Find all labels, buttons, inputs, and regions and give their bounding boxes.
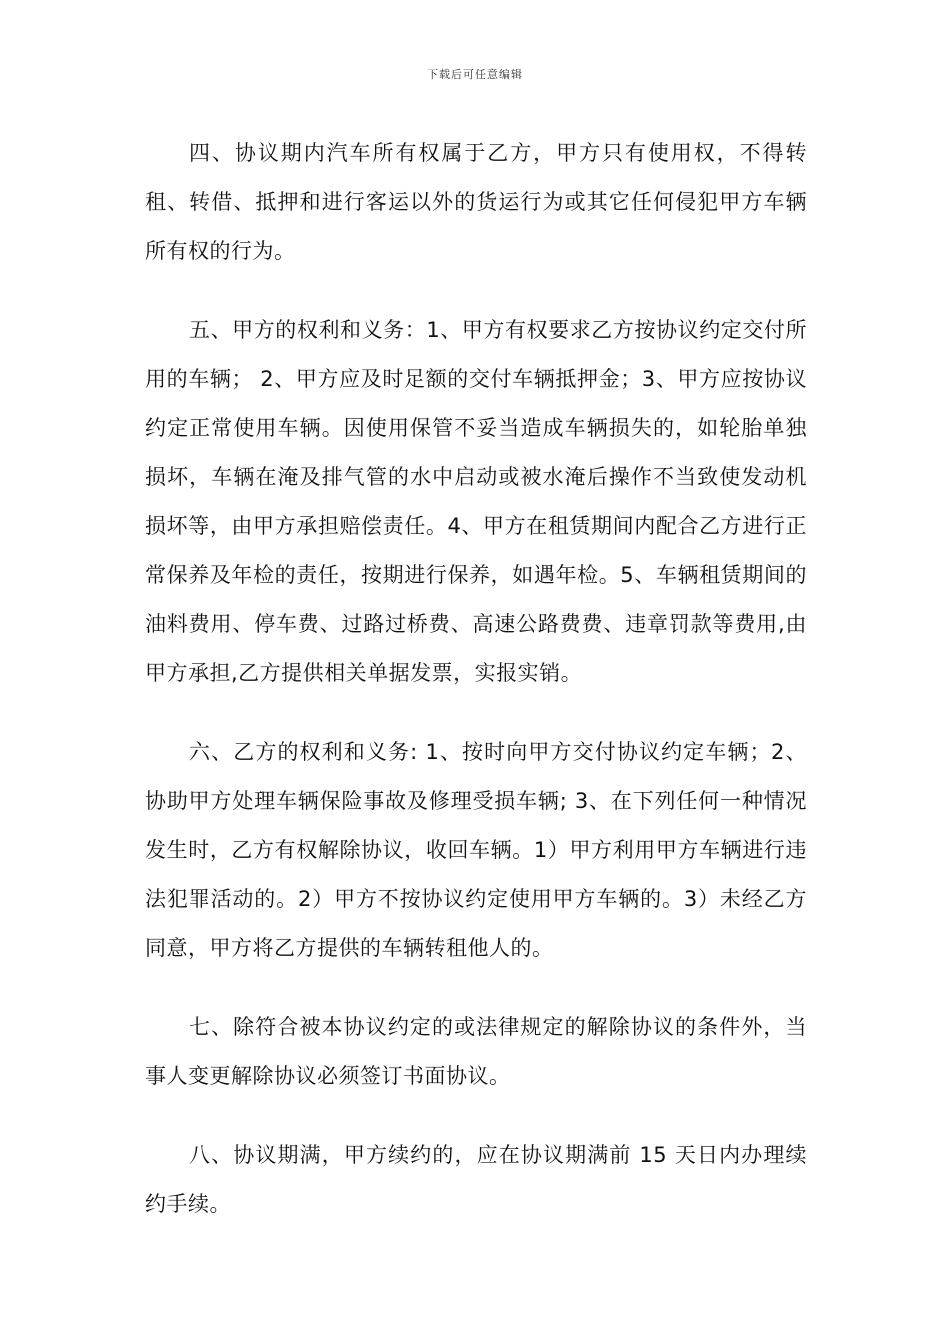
paragraph-5-party-a-rights: 五、甲方的权利和义务：1、甲方有权要求乙方按协议约定交付所用的车辆； 2、甲方应及时足额的交付车辆抵押金；3、甲方应按协议约定正常使用车辆。因使用保管不妥当造成车辆损失的，如轮胎单独损坏，车辆在淹及排气管的水中启动或被水淹后操作不当致使发动机损坏等，由甲方承担赔偿责任。4、甲方在租赁期间内配合乙方进行正常保养及年检的责任，按期进行保养，如遇年检。5、车辆租赁期间的油料费用、停车费、过路过桥费、高速公路费费、违章罚款等费用,由甲方承担,乙方提供相关单据发票，实报实销。 [145,318,807,685]
paragraph-4-ownership: 四、协议期内汽车所有权属于乙方，甲方只有使用权，不得转租、转借、抵押和进行客运以外的货运行为或其它任何侵犯甲方车辆所有权的行为。 [145,141,807,263]
document-body [145,129,807,1259]
page-header: 下载后可任意编辑 [427,68,523,81]
paragraph-7-termination: 七、除符合被本协议约定的或法律规定的解除协议的条件外，当事人变更解除协议必须签订书面协议。 [145,1015,807,1088]
paragraph-8-renewal: 八、协议期满，甲方续约的，应在协议期满前 15 天日内办理续约手续。 [145,1143,807,1216]
paragraph-6-party-b-rights: 六、乙方的权利和义务: 1、按时向甲方交付协议约定车辆；2、协助甲方处理车辆保险事故及修理受损车辆; 3、在下列任何一种情况发生时，乙方有权解除协议，收回车辆。1）甲方利用甲方车辆进行违法犯罪活动的。2）甲方不按协议约定使用甲方车辆的。3）未经乙方同意，甲方将乙方提供的车辆转租他人的。 [145,740,807,960]
